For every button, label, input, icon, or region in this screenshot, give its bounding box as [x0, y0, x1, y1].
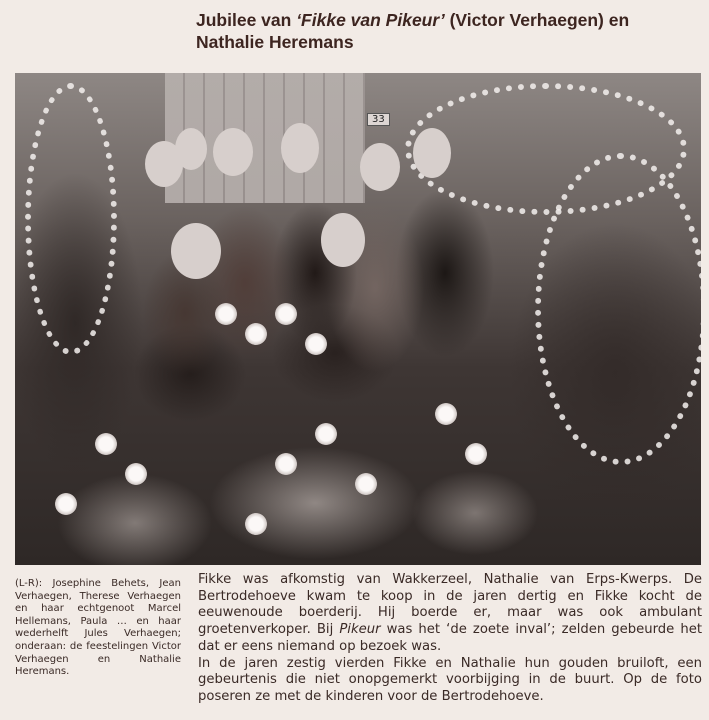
- person-head: [321, 213, 365, 267]
- flower: [355, 473, 377, 495]
- title-emphasis: ‘Fikke van Pikeur’: [296, 10, 445, 30]
- title-line-2: Nathalie Heremans: [196, 32, 354, 52]
- paragraph-1-emphasis: Pikeur: [339, 622, 381, 638]
- flower: [435, 403, 457, 425]
- title-prefix: Jubilee van: [196, 10, 297, 30]
- person-head: [281, 123, 319, 173]
- person-head: [213, 128, 253, 176]
- flower: [315, 423, 337, 445]
- title-suffix: (Victor Verhaegen) en: [444, 10, 630, 30]
- photo-caption: (L-R): Josephine Behets, Jean Verhaegen, Therese Verhaegen en haar echtgenoot Marcel Hellemans, Paula … en haar wederhelft Jules Verhaegen; onderaan: de feestelingen Victor Verhaegen en Nathalie Heremans.: [15, 578, 181, 678]
- family-photo: [15, 73, 701, 565]
- person-head: [413, 128, 451, 178]
- house-number-plate: 33: [367, 113, 390, 126]
- person-head: [360, 143, 400, 191]
- person-head: [171, 223, 221, 279]
- flower: [275, 303, 297, 325]
- paragraph-1-part-b: was het ‘de zoete inval’; zelden gebeurde het dat er eens niemand op bezoek was.: [198, 622, 703, 654]
- flower: [245, 323, 267, 345]
- flower: [275, 453, 297, 475]
- garland-left: [25, 83, 117, 355]
- flower: [215, 303, 237, 325]
- article-title: [196, 9, 696, 53]
- flower: [245, 513, 267, 535]
- article-paragraph-2: In de jaren zestig vierden Fikke en Nathalie hun gouden bruiloft, een gebeurtenis die niet onopgemerkt voorbijging in de buurt. Op de foto poseren ze met de kinderen voor de Bertrodehoeve.: [198, 655, 702, 704]
- flower: [55, 493, 77, 515]
- flower: [305, 333, 327, 355]
- flower: [465, 443, 487, 465]
- garland-right: [535, 153, 701, 465]
- article-body: [198, 572, 702, 706]
- paragraph-1-part-a: Fikke was afkomstig van Wakkerzeel, Nathalie van Erps-Kwerps. De Bertrodehoeve kwam te koop in de jaren dertig en Fikke kocht de eeuwenoude boerderij. Hij boerde er, maar was ook ambulant groetenverkoper. Bij: [198, 572, 702, 638]
- flower: [95, 433, 117, 455]
- person-head: [175, 128, 207, 170]
- article-paragraph-1: [198, 572, 702, 656]
- flower: [125, 463, 147, 485]
